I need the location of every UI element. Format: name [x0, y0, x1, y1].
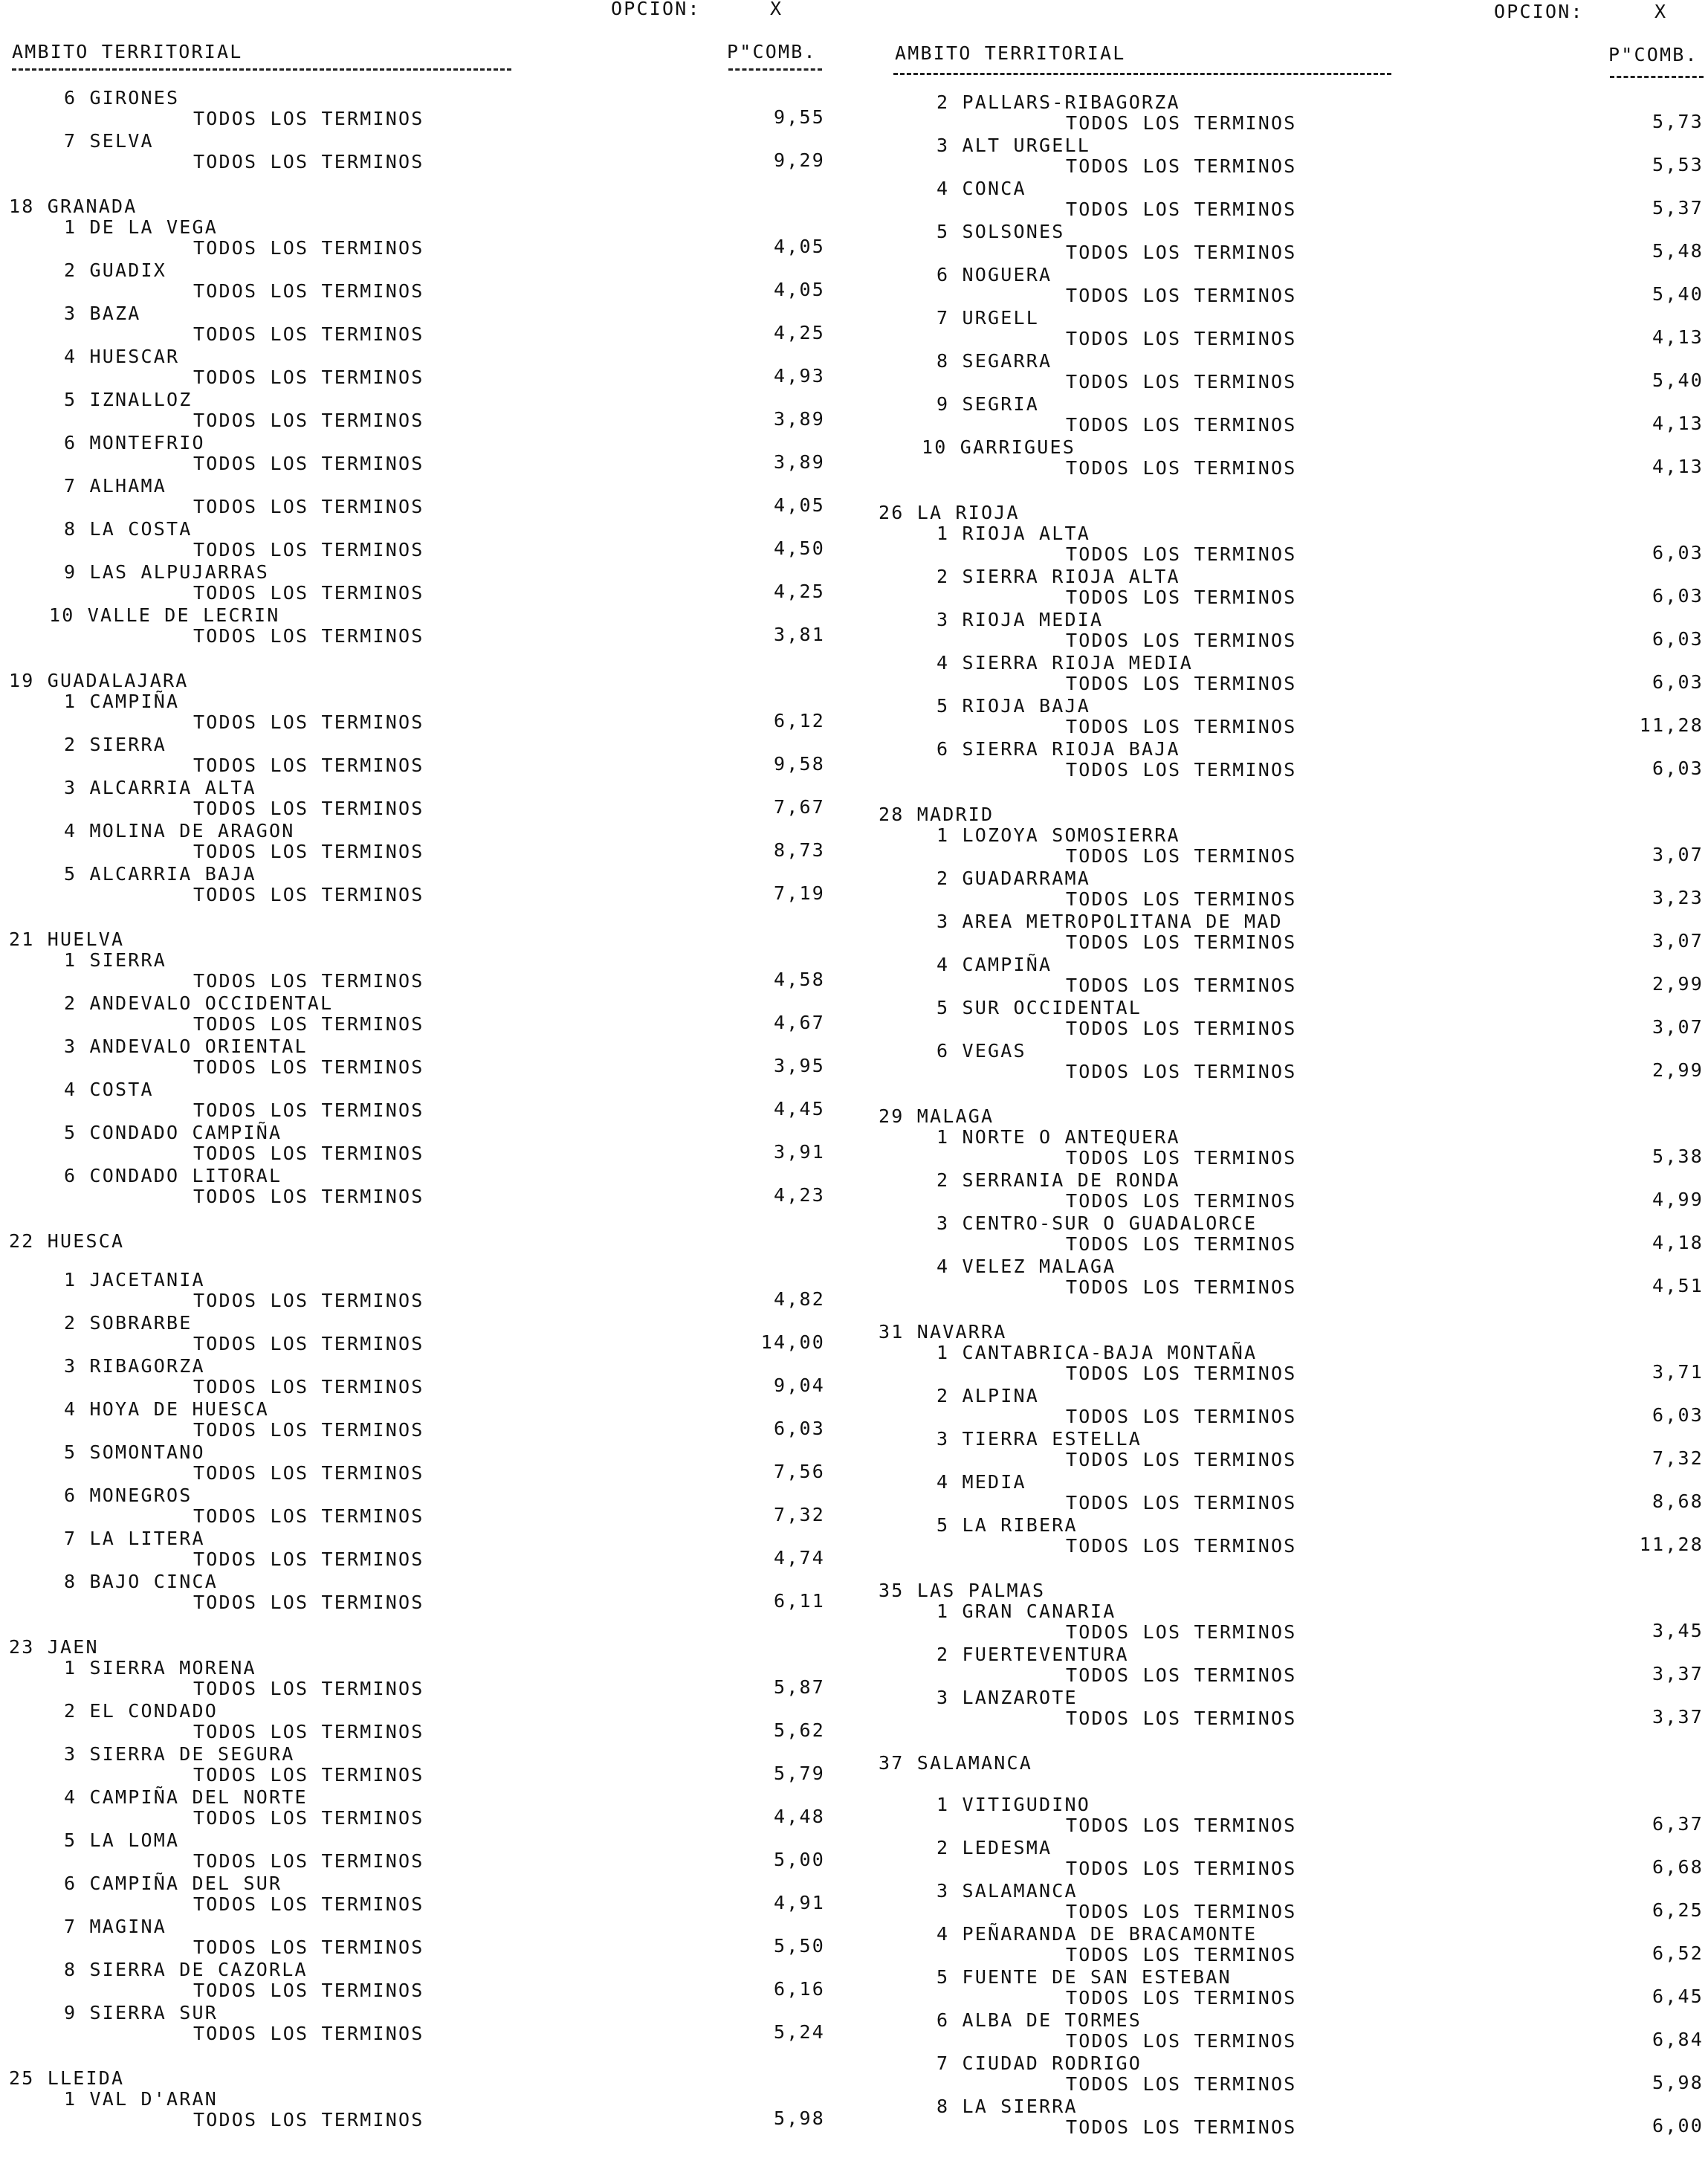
comarca-name: 1 GRAN CANARIA	[937, 1600, 1116, 1622]
pcomb-value: 6,16	[773, 1978, 825, 2000]
pcomb-value: 4,74	[773, 1547, 825, 1569]
comarca-name: 2 PALLARS-RIBAGORZA	[937, 91, 1180, 113]
pcomb-value: 5,79	[773, 1763, 825, 1784]
pcomb-value: 7,32	[773, 1504, 825, 1525]
pcomb-value: 6,52	[1652, 1942, 1704, 1964]
comarca-name: 6 NOGUERA	[937, 264, 1052, 285]
terminos-label: TODOS LOS TERMINOS	[193, 1462, 424, 1484]
pcomb-value: 4,05	[773, 494, 825, 516]
comarca-name: 4 HUESCAR	[64, 346, 180, 367]
pcomb-value: 4,91	[773, 1892, 825, 1913]
terminos-label: TODOS LOS TERMINOS	[1066, 414, 1297, 436]
pcomb-value: 4,58	[773, 969, 825, 990]
comarca-name: 4 CAMPIÑA	[937, 954, 1052, 975]
pcomb-value: 5,38	[1652, 1146, 1704, 1167]
pcomb-value: 4,82	[773, 1288, 825, 1310]
pcomb-value: 3,07	[1652, 1016, 1704, 1038]
pcomb-value: 4,25	[773, 581, 825, 602]
terminos-label: TODOS LOS TERMINOS	[1066, 1664, 1297, 1686]
pcomb-value: 9,04	[773, 1374, 825, 1396]
comarca-name: 1 SIERRA	[64, 949, 167, 971]
pcomb-value: 3,89	[773, 408, 825, 430]
terminos-label: TODOS LOS TERMINOS	[193, 798, 424, 819]
terminos-label: TODOS LOS TERMINOS	[193, 1678, 424, 1699]
comarca-name: 6 CONDADO LITORAL	[64, 1165, 282, 1186]
terminos-label: TODOS LOS TERMINOS	[193, 1505, 424, 1527]
comarca-name: 3 SALAMANCA	[937, 1880, 1078, 1902]
pcomb-value: 4,67	[773, 1012, 825, 1033]
terminos-label: TODOS LOS TERMINOS	[1066, 888, 1297, 910]
terminos-label: TODOS LOS TERMINOS	[193, 1980, 424, 2001]
comarca-name: 6 MONTEFRIO	[64, 432, 205, 453]
pcomb-value: 5,24	[773, 2021, 825, 2043]
province-heading: 21 HUELVA	[9, 928, 125, 950]
comarca-name: 5 LA RIBERA	[937, 1514, 1078, 1536]
comarca-name: 2 SOBRARBE	[64, 1312, 193, 1334]
terminos-label: TODOS LOS TERMINOS	[193, 755, 424, 776]
comarca-name: 2 LEDESMA	[937, 1837, 1052, 1858]
terminos-label: TODOS LOS TERMINOS	[1066, 1449, 1297, 1470]
terminos-label: TODOS LOS TERMINOS	[193, 1013, 424, 1035]
pcomb-value: 7,19	[773, 882, 825, 904]
opcion-label: OPCION:	[1494, 1, 1584, 22]
pcomb-value: 6,37	[1652, 1813, 1704, 1835]
terminos-label: TODOS LOS TERMINOS	[193, 1333, 424, 1354]
comarca-name: 1 CANTABRICA-BAJA MONTAÑA	[937, 1342, 1258, 1363]
pcomb-value: 6,84	[1652, 2029, 1704, 2050]
comarca-name: 3 CENTRO-SUR O GUADALORCE	[937, 1212, 1258, 1234]
comarca-name: 9 LAS ALPUJARRAS	[64, 561, 270, 583]
province-heading: 37 SALAMANCA	[879, 1752, 1033, 1774]
province-heading: 18 GRANADA	[9, 196, 138, 217]
pcomb-value: 4,05	[773, 236, 825, 257]
pcomb-value: 4,48	[773, 1806, 825, 1827]
terminos-label: TODOS LOS TERMINOS	[1066, 845, 1297, 867]
pcomb-value: 9,29	[773, 149, 825, 171]
comarca-name: 4 SIERRA RIOJA MEDIA	[937, 652, 1194, 673]
comarca-name: 1 LOZOYA SOMOSIERRA	[937, 824, 1180, 846]
comarca-name: 5 IZNALLOZ	[64, 389, 193, 410]
pcomb-value: 3,07	[1652, 844, 1704, 865]
pcomb-value: 5,40	[1652, 283, 1704, 305]
pcomb-value: 5,37	[1652, 197, 1704, 219]
terminos-label: TODOS LOS TERMINOS	[1066, 1190, 1297, 1212]
terminos-label: TODOS LOS TERMINOS	[1066, 1018, 1297, 1039]
pcomb-value: 4,13	[1652, 456, 1704, 477]
pcomb-value: 4,18	[1652, 1232, 1704, 1253]
terminos-label: TODOS LOS TERMINOS	[1066, 1406, 1297, 1427]
pcomb-value: 4,45	[773, 1098, 825, 1120]
terminos-label: TODOS LOS TERMINOS	[193, 410, 424, 431]
pcomb-value: 2,99	[1652, 973, 1704, 995]
comarca-name: 4 CONCA	[937, 178, 1026, 199]
comarca-name: 7 SELVA	[64, 130, 154, 152]
terminos-label: TODOS LOS TERMINOS	[1066, 155, 1297, 177]
pcomb-value: 9,55	[773, 106, 825, 128]
terminos-label: TODOS LOS TERMINOS	[193, 1419, 424, 1441]
comarca-name: 3 ANDEVALO ORIENTAL	[64, 1036, 308, 1057]
pcomb-value: 3,91	[773, 1141, 825, 1163]
comarca-name: 6 GIRONES	[64, 87, 180, 109]
header-underline	[728, 68, 822, 71]
comarca-name: 7 CIUDAD RODRIGO	[937, 2052, 1142, 2074]
province-heading: 31 NAVARRA	[879, 1321, 1007, 1343]
pcomb-value: 6,03	[1652, 585, 1704, 607]
terminos-label: TODOS LOS TERMINOS	[193, 151, 424, 172]
pcomb-value: 6,25	[1652, 1899, 1704, 1921]
terminos-label: TODOS LOS TERMINOS	[1066, 1276, 1297, 1298]
comarca-name: 3 BAZA	[64, 303, 141, 324]
terminos-label: TODOS LOS TERMINOS	[1066, 1233, 1297, 1255]
terminos-label: TODOS LOS TERMINOS	[1066, 543, 1297, 565]
pcomb-value: 5,00	[773, 1849, 825, 1870]
terminos-label: TODOS LOS TERMINOS	[193, 841, 424, 862]
province-heading: 22 HUESCA	[9, 1230, 125, 1252]
terminos-label: TODOS LOS TERMINOS	[1066, 328, 1297, 349]
opcion-value: X	[770, 0, 783, 19]
header-pcomb: P"COMB.	[1608, 44, 1698, 65]
terminos-label: TODOS LOS TERMINOS	[193, 1893, 424, 1915]
comarca-name: 1 VITIGUDINO	[937, 1794, 1091, 1815]
terminos-label: TODOS LOS TERMINOS	[1066, 1858, 1297, 1879]
comarca-name: 6 SIERRA RIOJA BAJA	[937, 738, 1180, 760]
comarca-name: 1 RIOJA ALTA	[937, 523, 1091, 544]
terminos-label: TODOS LOS TERMINOS	[1066, 1987, 1297, 2009]
province-heading: 28 MADRID	[879, 804, 994, 825]
pcomb-value: 5,48	[1652, 240, 1704, 262]
terminos-label: TODOS LOS TERMINOS	[1066, 1621, 1297, 1643]
terminos-label: TODOS LOS TERMINOS	[193, 582, 424, 604]
pcomb-value: 3,45	[1652, 1620, 1704, 1641]
terminos-label: TODOS LOS TERMINOS	[193, 1290, 424, 1311]
comarca-name: 7 LA LITERA	[64, 1528, 205, 1549]
comarca-name: 7 ALHAMA	[64, 475, 167, 497]
pcomb-value: 5,98	[773, 2107, 825, 2129]
pcomb-value: 8,68	[1652, 1490, 1704, 1512]
terminos-label: TODOS LOS TERMINOS	[193, 1592, 424, 1613]
comarca-name: 8 LA SIERRA	[937, 2096, 1078, 2117]
header-underline	[1610, 76, 1704, 78]
comarca-name: 3 ALCARRIA ALTA	[64, 777, 256, 798]
pcomb-value: 4,13	[1652, 326, 1704, 348]
pcomb-value: 4,13	[1652, 413, 1704, 434]
comarca-name: 5 RIOJA BAJA	[937, 695, 1091, 717]
comarca-name: 2 GUADARRAMA	[937, 868, 1091, 889]
pcomb-value: 5,40	[1652, 369, 1704, 391]
comarca-name: 9 SEGRIA	[937, 393, 1040, 415]
terminos-label: TODOS LOS TERMINOS	[193, 1186, 424, 1207]
terminos-label: TODOS LOS TERMINOS	[1066, 1061, 1297, 1082]
pcomb-value: 6,03	[1652, 628, 1704, 650]
pcomb-value: 4,50	[773, 537, 825, 559]
terminos-label: TODOS LOS TERMINOS	[1066, 1708, 1297, 1729]
terminos-label: TODOS LOS TERMINOS	[193, 884, 424, 905]
terminos-label: TODOS LOS TERMINOS	[193, 108, 424, 129]
comarca-name: 4 CAMPIÑA DEL NORTE	[64, 1786, 308, 1808]
terminos-label: TODOS LOS TERMINOS	[1066, 931, 1297, 953]
terminos-label: TODOS LOS TERMINOS	[1066, 2073, 1297, 2095]
terminos-label: TODOS LOS TERMINOS	[1066, 975, 1297, 996]
province-heading: 23 JAEN	[9, 1636, 99, 1658]
comarca-name: 3 RIBAGORZA	[64, 1355, 205, 1377]
pcomb-value: 6,11	[773, 1590, 825, 1612]
terminos-label: TODOS LOS TERMINOS	[1066, 1944, 1297, 1965]
header-pcomb: P"COMB.	[727, 41, 817, 62]
terminos-label: TODOS LOS TERMINOS	[193, 237, 424, 259]
terminos-label: TODOS LOS TERMINOS	[1066, 112, 1297, 134]
header-ambito-territorial: AMBITO TERRITORIAL	[12, 41, 243, 62]
pcomb-value: 4,05	[773, 279, 825, 300]
pcomb-value: 11,28	[1639, 714, 1704, 736]
comarca-name: 10 GARRIGUES	[922, 436, 1076, 458]
terminos-label: TODOS LOS TERMINOS	[1066, 371, 1297, 392]
comarca-name: 4 VELEZ MALAGA	[937, 1256, 1116, 1277]
comarca-name: 4 MOLINA DE ARAGON	[64, 820, 295, 841]
terminos-label: TODOS LOS TERMINOS	[193, 1936, 424, 1958]
comarca-name: 1 VAL D'ARAN	[64, 2088, 219, 2110]
pcomb-value: 7,32	[1652, 1447, 1704, 1469]
terminos-label: TODOS LOS TERMINOS	[193, 1807, 424, 1829]
comarca-name: 4 MEDIA	[937, 1471, 1026, 1493]
terminos-label: TODOS LOS TERMINOS	[1066, 1815, 1297, 1836]
comarca-name: 2 EL CONDADO	[64, 1700, 219, 1722]
comarca-name: 6 CAMPIÑA DEL SUR	[64, 1873, 282, 1894]
comarca-name: 4 HOYA DE HUESCA	[64, 1398, 270, 1420]
terminos-label: TODOS LOS TERMINOS	[193, 323, 424, 345]
comarca-name: 2 GUADIX	[64, 259, 167, 281]
terminos-label: TODOS LOS TERMINOS	[193, 1143, 424, 1164]
comarca-name: 3 LANZAROTE	[937, 1687, 1078, 1708]
pcomb-value: 6,45	[1652, 1986, 1704, 2007]
terminos-label: TODOS LOS TERMINOS	[1066, 759, 1297, 781]
pcomb-value: 2,99	[1652, 1059, 1704, 1081]
comarca-name: 8 SIERRA DE CAZORLA	[64, 1959, 308, 1980]
pcomb-value: 3,07	[1652, 930, 1704, 952]
comarca-name: 10 VALLE DE LECRIN	[49, 604, 280, 626]
pcomb-value: 3,89	[773, 451, 825, 473]
pcomb-value: 6,00	[1652, 2115, 1704, 2136]
pcomb-value: 6,03	[1652, 542, 1704, 563]
pcomb-value: 3,23	[1652, 887, 1704, 908]
comarca-name: 5 SUR OCCIDENTAL	[937, 997, 1142, 1018]
comarca-name: 7 MAGINA	[64, 1916, 167, 1937]
province-heading: 25 LLEIDA	[9, 2067, 125, 2089]
header-underline	[893, 73, 1391, 75]
terminos-label: TODOS LOS TERMINOS	[193, 2109, 424, 2130]
terminos-label: TODOS LOS TERMINOS	[193, 1721, 424, 1742]
comarca-name: 1 JACETANIA	[64, 1269, 205, 1290]
pcomb-value: 5,98	[1652, 2072, 1704, 2093]
province-heading: 29 MALAGA	[879, 1105, 994, 1127]
terminos-label: TODOS LOS TERMINOS	[1066, 1535, 1297, 1557]
opcion-label: OPCION:	[611, 0, 701, 19]
pcomb-value: 5,53	[1652, 154, 1704, 175]
pcomb-value: 3,81	[773, 624, 825, 645]
pcomb-value: 3,95	[773, 1055, 825, 1076]
comarca-name: 5 FUENTE DE SAN ESTEBAN	[937, 1966, 1232, 1988]
pcomb-value: 6,12	[773, 710, 825, 731]
province-heading: 35 LAS PALMAS	[879, 1580, 1046, 1601]
comarca-name: 2 ALPINA	[937, 1385, 1040, 1406]
pcomb-value: 5,73	[1652, 111, 1704, 132]
pcomb-value: 5,50	[773, 1935, 825, 1957]
terminos-label: TODOS LOS TERMINOS	[193, 970, 424, 992]
pcomb-value: 6,03	[773, 1418, 825, 1439]
terminos-label: TODOS LOS TERMINOS	[193, 539, 424, 561]
comarca-name: 5 SOLSONES	[937, 221, 1065, 242]
terminos-label: TODOS LOS TERMINOS	[1066, 285, 1297, 306]
terminos-label: TODOS LOS TERMINOS	[1066, 457, 1297, 479]
terminos-label: TODOS LOS TERMINOS	[193, 1548, 424, 1570]
pcomb-value: 6,68	[1652, 1856, 1704, 1878]
comarca-name: 4 COSTA	[64, 1079, 154, 1100]
comarca-name: 3 RIOJA MEDIA	[937, 609, 1104, 630]
terminos-label: TODOS LOS TERMINOS	[1066, 716, 1297, 737]
comarca-name: 2 SIERRA	[64, 734, 167, 755]
comarca-name: 3 TIERRA ESTELLA	[937, 1428, 1142, 1450]
terminos-label: TODOS LOS TERMINOS	[193, 1376, 424, 1398]
province-heading: 19 GUADALAJARA	[9, 670, 189, 691]
comarca-name: 1 NORTE O ANTEQUERA	[937, 1126, 1180, 1148]
terminos-label: TODOS LOS TERMINOS	[193, 1056, 424, 1078]
pcomb-value: 3,37	[1652, 1706, 1704, 1728]
terminos-label: TODOS LOS TERMINOS	[1066, 1901, 1297, 1922]
pcomb-value: 5,62	[773, 1719, 825, 1741]
terminos-label: TODOS LOS TERMINOS	[1066, 198, 1297, 220]
pcomb-value: 6,03	[1652, 757, 1704, 779]
terminos-label: TODOS LOS TERMINOS	[193, 366, 424, 388]
comarca-name: 5 LA LOMA	[64, 1829, 180, 1851]
comarca-name: 3 SIERRA DE SEGURA	[64, 1743, 295, 1765]
terminos-label: TODOS LOS TERMINOS	[193, 2023, 424, 2044]
comarca-name: 6 MONEGROS	[64, 1485, 193, 1506]
pcomb-value: 7,67	[773, 796, 825, 818]
terminos-label: TODOS LOS TERMINOS	[1066, 587, 1297, 608]
pcomb-value: 3,71	[1652, 1361, 1704, 1383]
header-ambito-territorial: AMBITO TERRITORIAL	[895, 42, 1126, 64]
pcomb-value: 3,37	[1652, 1663, 1704, 1684]
pcomb-value: 4,23	[773, 1184, 825, 1206]
comarca-name: 7 URGELL	[937, 307, 1040, 329]
pcomb-value: 6,03	[1652, 671, 1704, 693]
province-heading: 26 LA RIOJA	[879, 502, 1020, 523]
terminos-label: TODOS LOS TERMINOS	[193, 1099, 424, 1121]
pcomb-value: 7,56	[773, 1461, 825, 1482]
pcomb-value: 9,58	[773, 753, 825, 775]
comarca-name: 8 LA COSTA	[64, 518, 193, 540]
terminos-label: TODOS LOS TERMINOS	[193, 625, 424, 647]
terminos-label: TODOS LOS TERMINOS	[193, 711, 424, 733]
comarca-name: 2 SERRANIA DE RONDA	[937, 1169, 1180, 1191]
comarca-name: 2 SIERRA RIOJA ALTA	[937, 566, 1180, 587]
terminos-label: TODOS LOS TERMINOS	[193, 453, 424, 474]
comarca-name: 1 SIERRA MORENA	[64, 1657, 256, 1679]
pcomb-value: 4,25	[773, 322, 825, 343]
comarca-name: 5 CONDADO CAMPIÑA	[64, 1122, 282, 1143]
pcomb-value: 11,28	[1639, 1534, 1704, 1555]
comarca-name: 8 BAJO CINCA	[64, 1571, 219, 1592]
comarca-name: 3 AREA METROPOLITANA DE MAD	[937, 911, 1283, 932]
comarca-name: 3 ALT URGELL	[937, 135, 1091, 156]
comarca-name: 9 SIERRA SUR	[64, 2002, 219, 2023]
terminos-label: TODOS LOS TERMINOS	[1066, 1492, 1297, 1513]
terminos-label: TODOS LOS TERMINOS	[1066, 2116, 1297, 2138]
comarca-name: 1 DE LA VEGA	[64, 216, 219, 238]
comarca-name: 8 SEGARRA	[937, 350, 1052, 372]
terminos-label: TODOS LOS TERMINOS	[193, 1764, 424, 1786]
header-underline	[12, 68, 511, 71]
pcomb-value: 5,87	[773, 1676, 825, 1698]
terminos-label: TODOS LOS TERMINOS	[1066, 1147, 1297, 1169]
opcion-value: X	[1654, 1, 1668, 22]
terminos-label: TODOS LOS TERMINOS	[193, 280, 424, 302]
comarca-name: 5 SOMONTANO	[64, 1441, 205, 1463]
comarca-name: 4 PEÑARANDA DE BRACAMONTE	[937, 1923, 1258, 1945]
pcomb-value: 6,03	[1652, 1404, 1704, 1426]
pcomb-value: 8,73	[773, 839, 825, 861]
comarca-name: 1 CAMPIÑA	[64, 691, 180, 712]
terminos-label: TODOS LOS TERMINOS	[193, 496, 424, 517]
terminos-label: TODOS LOS TERMINOS	[1066, 242, 1297, 263]
terminos-label: TODOS LOS TERMINOS	[1066, 2030, 1297, 2052]
pcomb-value: 4,93	[773, 365, 825, 387]
pcomb-value: 14,00	[760, 1331, 825, 1353]
comarca-name: 6 VEGAS	[937, 1040, 1026, 1062]
comarca-name: 2 FUERTEVENTURA	[937, 1644, 1129, 1665]
pcomb-value: 4,51	[1652, 1275, 1704, 1296]
comarca-name: 2 ANDEVALO OCCIDENTAL	[64, 992, 334, 1014]
terminos-label: TODOS LOS TERMINOS	[193, 1850, 424, 1872]
terminos-label: TODOS LOS TERMINOS	[1066, 630, 1297, 651]
comarca-name: 5 ALCARRIA BAJA	[64, 863, 256, 885]
comarca-name: 6 ALBA DE TORMES	[937, 2009, 1142, 2031]
terminos-label: TODOS LOS TERMINOS	[1066, 1363, 1297, 1384]
pcomb-value: 4,99	[1652, 1189, 1704, 1210]
terminos-label: TODOS LOS TERMINOS	[1066, 673, 1297, 694]
